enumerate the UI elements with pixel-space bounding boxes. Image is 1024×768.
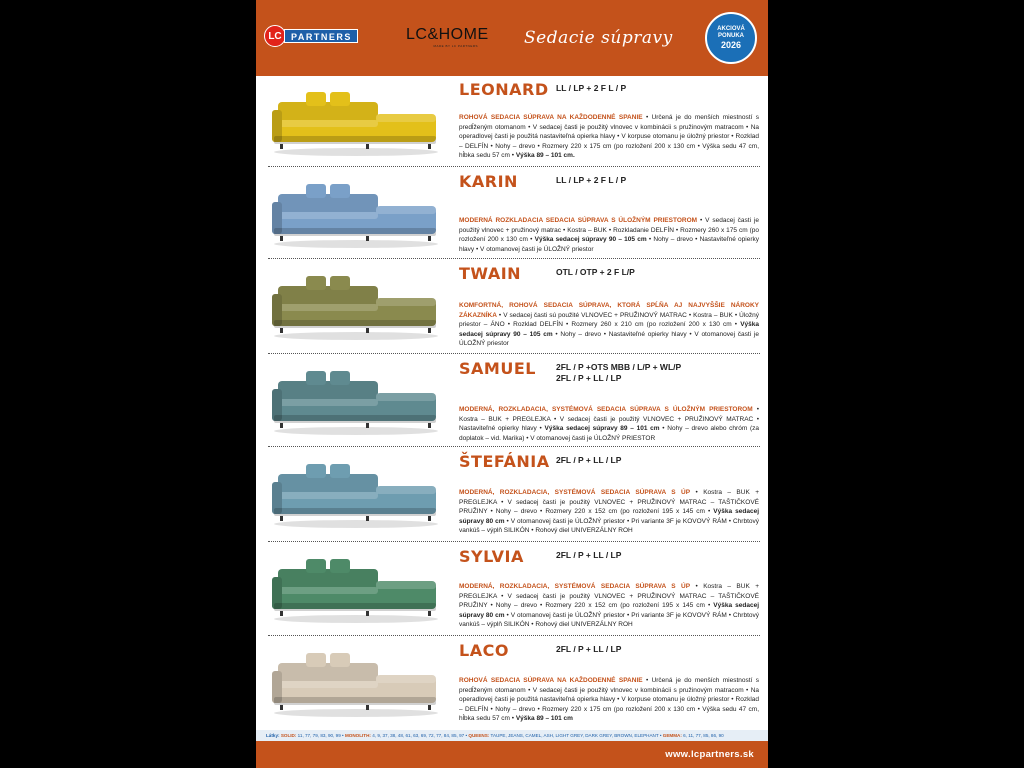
footer-band (256, 741, 768, 768)
description-highlight: Výška sedacej súpravy 90 – 105 cm (459, 321, 759, 338)
description-highlight: Výška sedacej súpravy 80 cm (459, 508, 760, 525)
lchome-subtitle: MADE BY LC PARTNERS (433, 44, 478, 48)
product-image-wrap[interactable] (256, 359, 456, 439)
fabrics-label: Látky: (266, 733, 280, 738)
product-description (459, 301, 759, 349)
sofa-image (266, 641, 446, 719)
description-body: • V sedacej časti sú použité VLNOVEC + PRUŽINOVÝ MATRAC • Kostra – BUK • Úložný priestor – ÁNO • Rozklad DELFÍN • Rozmery 260 x 210 cm (po rozložení 200 x 130 cm • (459, 311, 759, 328)
product-description (459, 113, 759, 161)
monolith-label: MONOLITH: (344, 733, 371, 738)
website-link[interactable]: www.lcpartners.sk (665, 749, 754, 760)
product-name: KARIN (459, 172, 518, 191)
description-lead: MODERNÁ, ROZKLADACIA, SYSTÉMOVÁ SEDACIA SÚPRAVA S ÚP (459, 489, 691, 496)
product-code-line1: 2FL / P +OTS MBB / L/P + WL/P (556, 362, 682, 372)
product-name: SAMUEL (459, 359, 536, 378)
product-code (556, 267, 635, 278)
sofa-image (266, 547, 446, 625)
lc-partners-logo[interactable] (264, 25, 358, 47)
row-divider (268, 635, 760, 636)
row-divider (268, 258, 760, 259)
product-code (556, 455, 621, 466)
description-body: • Kostra – BUK + PREGLEJKA • V sedacej časti je použitý VLNOVEC + PRUŽINOVÝ MATRAC – TAŠTIČKOVÉ PRUŽINY • Nohy – drevo • Rozmery 220 x 152 cm (po rozložení 195 x 145 cm • (459, 489, 759, 515)
description-lead: KOMFORTNÁ, ROHOVÁ SEDACIA SÚPRAVA, KTORÁ SPĹŇA AJ NAJVYŠŠIE NÁROKY ZÁKAZNÍKA (459, 302, 759, 319)
row-divider (268, 541, 760, 542)
description-tail: • Nohy – drevo • Nastaviteľné opierky hlavy • V otomanovej časti je ÚLOŽNÝ priestor (459, 330, 759, 347)
product-code-line1: 2FL / P + LL / LP (556, 550, 622, 560)
product-code (556, 362, 681, 384)
product-code (556, 175, 626, 186)
fabrics-bar: Látky: SOLID: 11, 77, 79, 83, 90, 99 • MONOLITH: 4, 9, 37, 38, 48, 61, 63, 69, 72, 77, 84, 85, 97 • QUEENS: TAUPE, JEANS, CAMEL, ASH, LIGHT GREY, DARK GREY, BROWN, ELEPHANT • GEMMA: 6, 11, 77, 85, 86, 90 (256, 730, 768, 741)
description-tail: • V otomanovej časti je ÚLOŽNÝ priestor • Pri variante 3F je KOVOVÝ RÁM • Chrbtový vankúš – výplň SILIKÓN • Rohový diel UNIVERZÁLNY ROH (459, 517, 759, 534)
sofa-image (266, 172, 446, 250)
description-body: • Určená je do menších miestností s predĺženým otomanom • V sedacej časti je použitý vlnovec v kombinácii s pružinovým matracom • Na operadlovej časti je použitá nastaviteľná opierka hlavy • V korpuse otomanu je úložný priestor • Rozklad – DELFÍN • Nohy – drevo • Rozmery 220 x 175 cm (po rozložení 200 x 130 cm • Výška sedu 47 cm, hĺbka sedu 57 cm • (459, 114, 759, 159)
product-image-wrap[interactable] (256, 547, 456, 627)
description-body: • Kostra – BUK + PREGLEJKA • V sedacej časti je použitý VLNOVEC + PRUŽINOVÝ MATRAC • Nastaviteľné opierky hlavy • (459, 406, 759, 432)
solid-label: SOLID: (280, 733, 297, 738)
description-body: • V sedacej časti je použitý vlnovec + pružinový matrac • Kostra – BUK • Rozkladanie DELFÍN • Rozmery 260 x 175 cm (po rozložení 200 x 130 cm • (459, 217, 760, 243)
description-body: • Určená je do menších miestností s predĺženým otomanom • V sedacej časti je použitý vlnovec v kombinácii s pružinovým matracom • Na operadlovej časti je použitá nastaviteľná opierka hlavy • V korpuse otomanu je úložný priestor • Rozklad – DELFÍN • Nohy – drevo • Rozmery 220 x 175 cm (po rozložení 200 x 130 cm • Výška sedu 47 cm, hĺbka sedu 57 cm • (459, 677, 759, 722)
product-code-line1: LL / LP + 2 F L / P (556, 175, 627, 185)
badge-line2: PONUKA (717, 33, 744, 39)
product-code (556, 644, 621, 655)
product-code (556, 550, 621, 561)
header-banner (256, 0, 768, 76)
description-tail: • Nohy – drevo • Nastaviteľné opierky hlavy • V otomanovej časti je ÚLOŽNÝ priestor (459, 236, 760, 253)
description-lead: MODERNÁ, ROZKLADACIA, SYSTÉMOVÁ SEDACIA SÚPRAVA S ÚLOŽNÝM PRIESTOROM (459, 406, 753, 413)
product-image-wrap[interactable] (256, 264, 456, 344)
product-description (459, 405, 759, 443)
gemma-label: GEMMA: (662, 733, 682, 738)
product-image-wrap[interactable] (256, 172, 456, 252)
product-description (459, 676, 759, 724)
description-lead: ROHOVÁ SEDACIA SÚPRAVA NA KAŽDODENNÉ SPANIE (459, 114, 643, 121)
description-highlight: Výška sedacej súpravy 80 cm (459, 602, 760, 619)
product-description (459, 216, 759, 254)
description-highlight: Výška 89 – 101 cm (515, 715, 573, 722)
sofa-image (266, 264, 446, 342)
catalog-page (256, 0, 768, 768)
description-tail: • V otomanovej časti je ÚLOŽNÝ priestor • Pri variante 3F je KOVOVÝ RÁM • Chrbtový vankúš – výplň SILIKÓN • Rohový diel UNIVERZÁLNY ROH (459, 611, 759, 628)
lc-circle-icon: LC (264, 25, 286, 47)
description-lead: MODERNÁ, ROZKLADACIA, SYSTÉMOVÁ SEDACIA SÚPRAVA S ÚP (459, 583, 691, 590)
lchome-logo[interactable] (406, 26, 489, 48)
description-body: • Kostra – BUK + PREGLEJKA • V sedacej časti je použitý VLNOVEC + PRUŽINOVÝ MATRAC – TAŠTIČKOVÉ PRUŽINY • Nohy – drevo • Rozmery 220 x 152 cm (po rozložení 195 x 145 cm • (459, 583, 759, 609)
product-name: LACO (459, 641, 509, 660)
badge-year: 2026 (720, 40, 742, 50)
row-divider (268, 446, 760, 447)
description-highlight: Výška sedacej súpravy 89 – 101 cm (544, 425, 660, 432)
product-description (459, 582, 759, 630)
product-name: SYLVIA (459, 547, 524, 566)
script-title: Sedacie súpravy (524, 28, 673, 48)
product-image-wrap[interactable] (256, 641, 456, 721)
sofa-image (266, 452, 446, 530)
offer-badge (705, 12, 757, 64)
product-code (556, 83, 626, 94)
product-image-wrap[interactable] (256, 452, 456, 532)
product-code-line1: 2FL / P + LL / LP (556, 644, 622, 654)
description-lead: ROHOVÁ SEDACIA SÚPRAVA NA KAŽDODENNÉ SPANIE (459, 677, 643, 684)
solid-values: 11, 77, 79, 83, 90, 99 (297, 733, 341, 738)
row-divider (268, 353, 760, 354)
sofa-image (266, 359, 446, 437)
product-name: TWAIN (459, 264, 522, 283)
product-name: ŠTEFÁNIA (459, 452, 550, 471)
product-name: LEONARD (459, 80, 549, 99)
gemma-values: 6, 11, 77, 85, 86, 90 (683, 733, 724, 738)
description-tail: • Nohy – drevo alebo chróm (za doplatok – vid. Marika) • V otomanovej časti je ÚLOŽNÝ PRIESTOR (459, 425, 759, 442)
product-description (459, 488, 759, 536)
badge-line1: AKCIOVÁ (717, 26, 745, 32)
sofa-image (266, 80, 446, 158)
product-code-line1: 2FL / P + LL / LP (556, 455, 622, 465)
description-highlight: Výška sedacej súpravy 90 – 105 cm (534, 236, 647, 243)
lchome-wordmark: LC&HOME (406, 26, 489, 43)
product-image-wrap[interactable] (256, 80, 456, 160)
queens-values: TAUPE, JEANS, CAMEL, ASH, LIGHT GREY, DARK GREY, BROWN, ELEPHANT (490, 733, 659, 738)
product-code-line1: LL / LP + 2 F L / P (556, 83, 627, 93)
queens-label: QUEENS: (468, 733, 490, 738)
product-code-line1: OTL / OTP + 2 F L/P (556, 267, 635, 277)
product-code-line2: 2FL / P + LL / LP (556, 373, 622, 383)
row-divider (268, 166, 760, 167)
monolith-values: 4, 9, 37, 38, 48, 61, 63, 69, 72, 77, 84, 85, 97 (372, 733, 465, 738)
description-lead: MODERNÁ ROZKLADACIA SEDACIA SÚPRAVA S ÚLOŽNÝM PRIESTOROM (459, 217, 698, 224)
partners-wordmark: PARTNERS (284, 29, 358, 43)
description-highlight: Výška 89 – 101 cm. (515, 152, 575, 159)
